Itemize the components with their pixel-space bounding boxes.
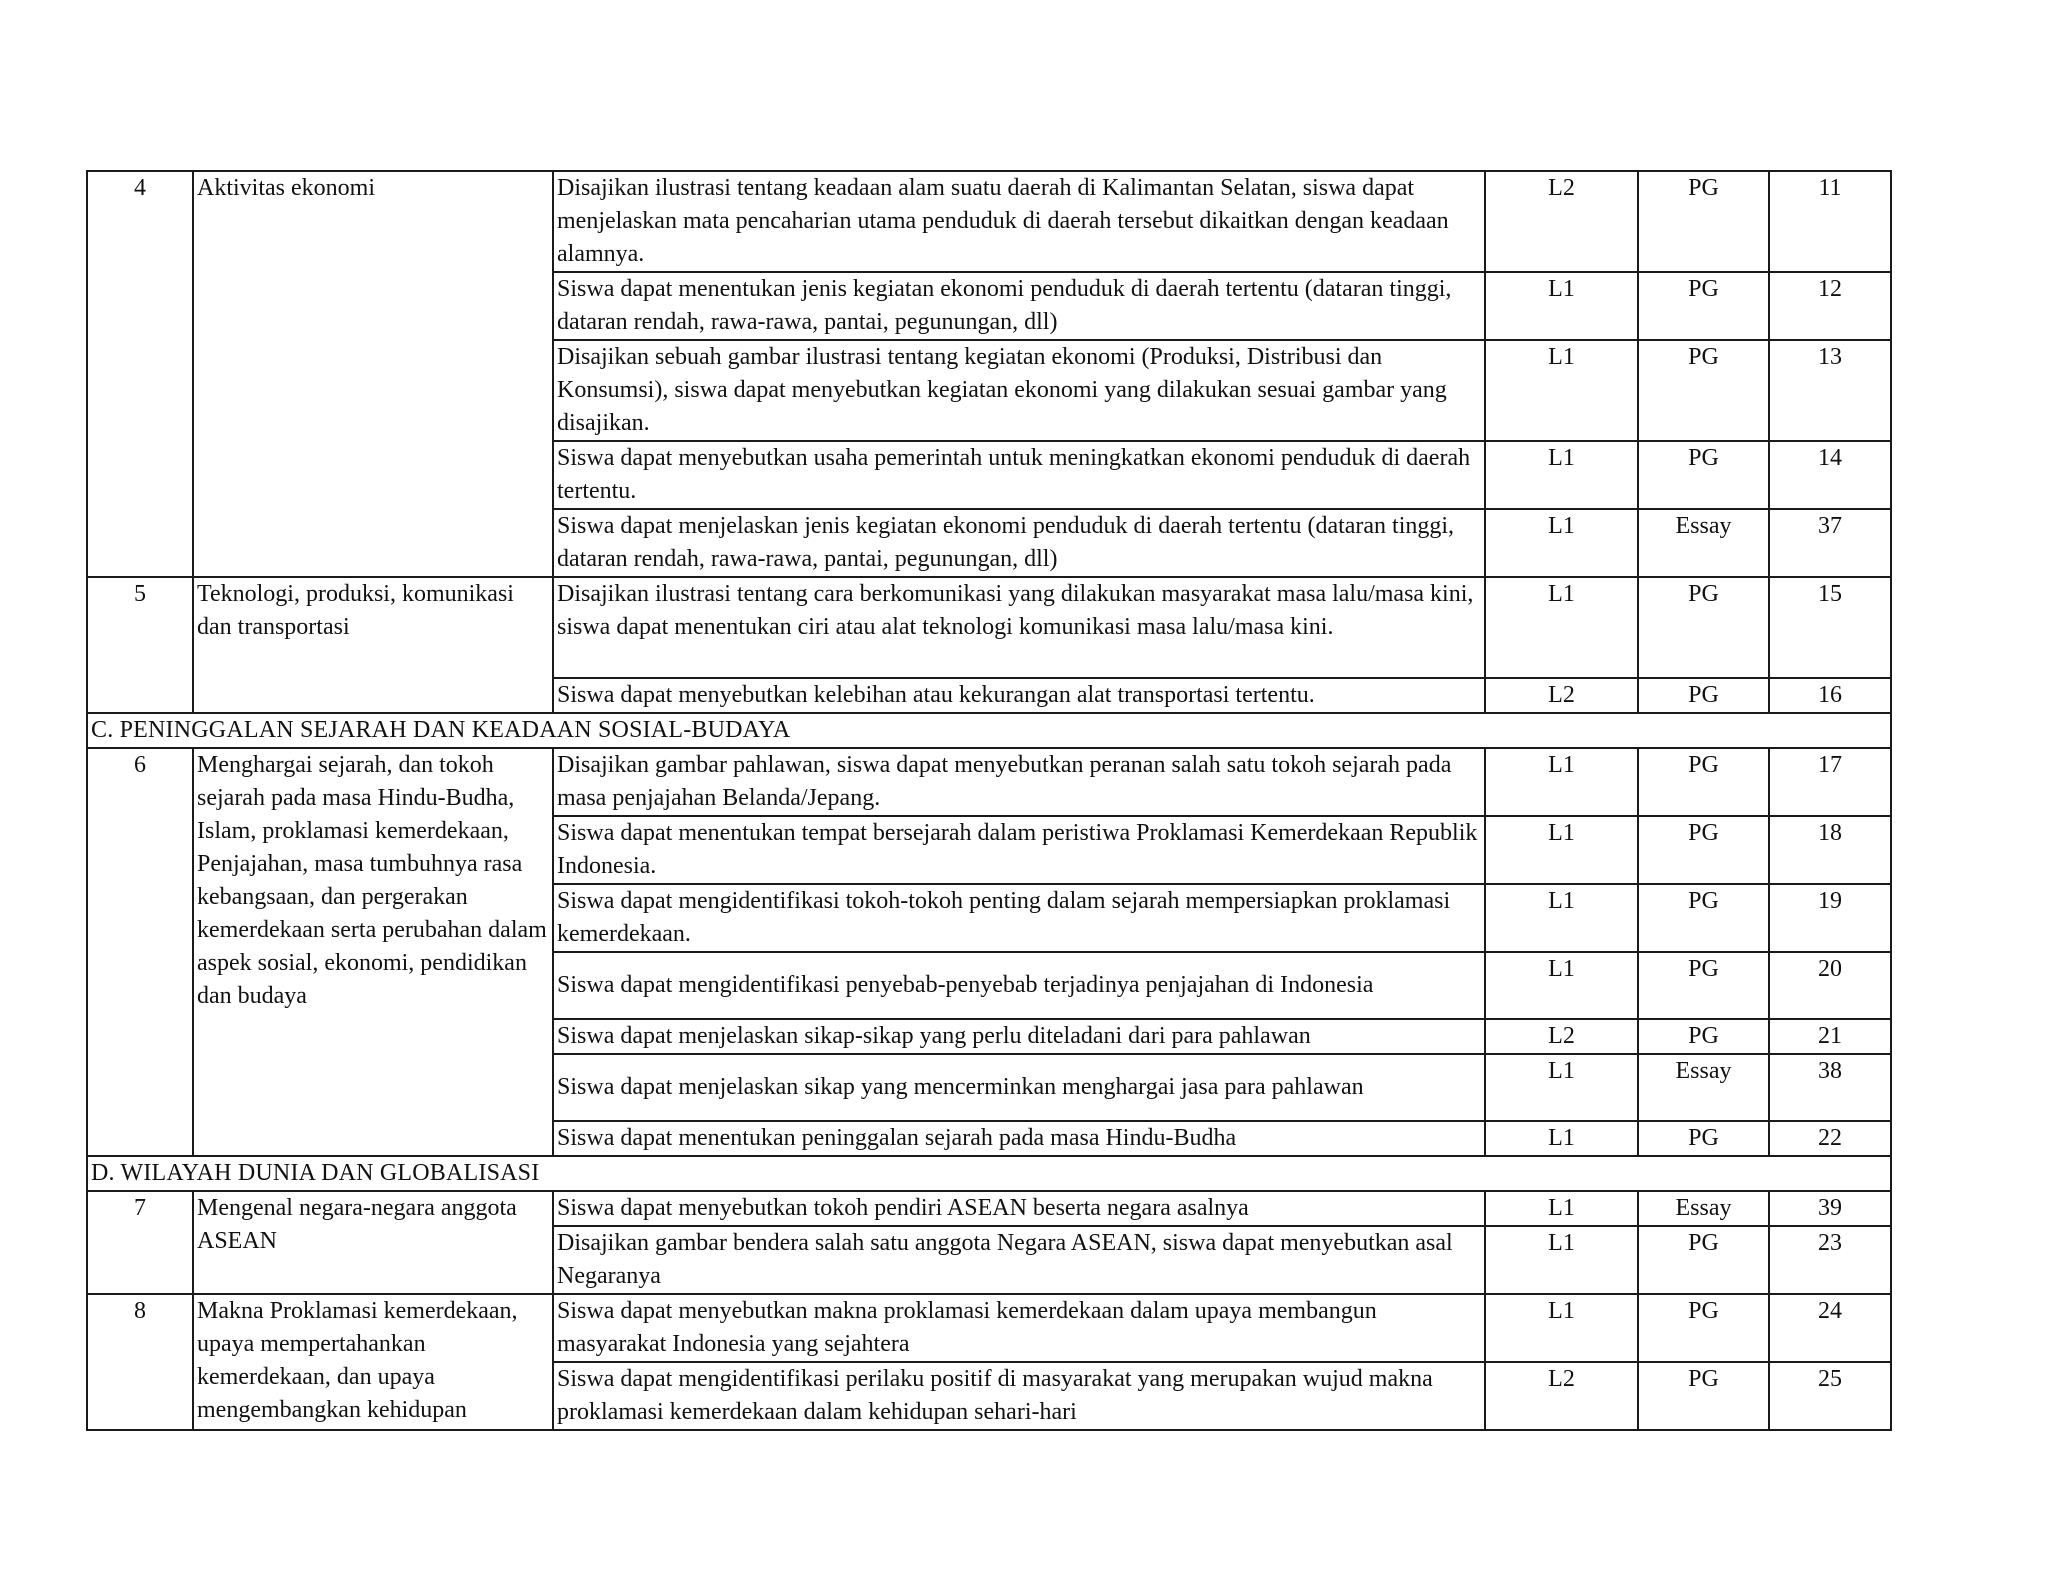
level-cell: L1 <box>1485 1226 1638 1294</box>
level-cell: L1 <box>1485 952 1638 1019</box>
grid-table <box>86 170 1892 1431</box>
indicator-cell: Siswa dapat mengidentifikasi penyebab-penyebab terjadinya penjajahan di Indonesia <box>553 952 1485 1019</box>
level-cell: L2 <box>1485 678 1638 713</box>
number-cell: 21 <box>1769 1019 1891 1054</box>
number-cell: 16 <box>1769 678 1891 713</box>
number-cell: 38 <box>1769 1054 1891 1121</box>
section-heading: D. WILAYAH DUNIA DAN GLOBALISASI <box>87 1156 1891 1191</box>
row-number: 4 <box>87 171 193 577</box>
form-cell: Essay <box>1638 1054 1769 1121</box>
level-cell: L1 <box>1485 509 1638 577</box>
level-cell: L1 <box>1485 1121 1638 1156</box>
table-row <box>87 171 1891 272</box>
topic-cell: Makna Proklamasi kemerdekaan, upaya mempertahankan kemerdekaan, dan upaya mengembangkan kehidupan <box>193 1294 553 1430</box>
number-cell: 11 <box>1769 171 1891 272</box>
topic-cell: Aktivitas ekonomi <box>193 171 553 577</box>
form-cell: PG <box>1638 441 1769 509</box>
section-row <box>87 713 1891 748</box>
indicator-cell: Siswa dapat menyebutkan kelebihan atau kekurangan alat transportasi tertentu. <box>553 678 1485 713</box>
form-cell: PG <box>1638 884 1769 952</box>
indicator-cell: Siswa dapat menyebutkan tokoh pendiri ASEAN beserta negara asalnya <box>553 1191 1485 1226</box>
indicator-cell: Siswa dapat menjelaskan jenis kegiatan ekonomi penduduk di daerah tertentu (dataran tinggi, dataran rendah, rawa-rawa, pantai, pegunungan, dll) <box>553 509 1485 577</box>
form-cell: PG <box>1638 1362 1769 1430</box>
form-cell: PG <box>1638 816 1769 884</box>
level-cell: L1 <box>1485 884 1638 952</box>
number-cell: 19 <box>1769 884 1891 952</box>
level-cell: L1 <box>1485 748 1638 816</box>
level-cell: L1 <box>1485 441 1638 509</box>
number-cell: 39 <box>1769 1191 1891 1226</box>
number-cell: 17 <box>1769 748 1891 816</box>
table-row <box>87 1191 1891 1226</box>
number-cell: 15 <box>1769 577 1891 678</box>
row-number: 5 <box>87 577 193 713</box>
form-cell: PG <box>1638 1019 1769 1054</box>
level-cell: L1 <box>1485 272 1638 340</box>
topic-cell: Mengenal negara-negara anggota ASEAN <box>193 1191 553 1294</box>
level-cell: L1 <box>1485 1054 1638 1121</box>
indicator-cell: Siswa dapat mengidentifikasi perilaku positif di masyarakat yang merupakan wujud makna proklamasi kemerdekaan dalam kehidupan sehari-hari <box>553 1362 1485 1430</box>
indicator-cell: Siswa dapat menentukan peninggalan sejarah pada masa Hindu-Budha <box>553 1121 1485 1156</box>
indicator-cell: Siswa dapat menentukan tempat bersejarah dalam peristiwa Proklamasi Kemerdekaan Republik Indonesia. <box>553 816 1485 884</box>
row-number: 6 <box>87 748 193 1156</box>
indicator-cell: Disajikan gambar pahlawan, siswa dapat menyebutkan peranan salah satu tokoh sejarah pada masa penjajahan Belanda/Jepang. <box>553 748 1485 816</box>
table-row <box>87 1294 1891 1362</box>
form-cell: PG <box>1638 272 1769 340</box>
form-cell: Essay <box>1638 1191 1769 1226</box>
number-cell: 22 <box>1769 1121 1891 1156</box>
level-cell: L1 <box>1485 577 1638 678</box>
number-cell: 25 <box>1769 1362 1891 1430</box>
level-cell: L1 <box>1485 816 1638 884</box>
topic-cell: Teknologi, produksi, komunikasi dan transportasi <box>193 577 553 713</box>
form-cell: PG <box>1638 952 1769 1019</box>
topic-cell: Menghargai sejarah, dan tokoh sejarah pada masa Hindu-Budha, Islam, proklamasi kemerdekaan, Penjajahan, masa tumbuhnya rasa kebangsaan, dan pergerakan kemerdekaan serta perubahan dalam aspek sosial, ekonomi, pendidikan dan budaya <box>193 748 553 1156</box>
form-cell: PG <box>1638 1121 1769 1156</box>
number-cell: 23 <box>1769 1226 1891 1294</box>
form-cell: PG <box>1638 577 1769 678</box>
indicator-cell: Siswa dapat menjelaskan sikap-sikap yang perlu diteladani dari para pahlawan <box>553 1019 1485 1054</box>
indicator-cell: Siswa dapat mengidentifikasi tokoh-tokoh penting dalam sejarah mempersiapkan proklamasi kemerdekaan. <box>553 884 1485 952</box>
indicator-cell: Disajikan gambar bendera salah satu anggota Negara ASEAN, siswa dapat menyebutkan asal Negaranya <box>553 1226 1485 1294</box>
number-cell: 20 <box>1769 952 1891 1019</box>
number-cell: 12 <box>1769 272 1891 340</box>
number-cell: 14 <box>1769 441 1891 509</box>
indicator-cell: Siswa dapat menyebutkan makna proklamasi kemerdekaan dalam upaya membangun masyarakat Indonesia yang sejahtera <box>553 1294 1485 1362</box>
level-cell: L1 <box>1485 1191 1638 1226</box>
indicator-cell: Siswa dapat menentukan jenis kegiatan ekonomi penduduk di daerah tertentu (dataran tinggi, dataran rendah, rawa-rawa, pantai, pegunungan, dll) <box>553 272 1485 340</box>
indicator-cell: Siswa dapat menjelaskan sikap yang mencerminkan menghargai jasa para pahlawan <box>553 1054 1485 1121</box>
section-row <box>87 1156 1891 1191</box>
number-cell: 18 <box>1769 816 1891 884</box>
row-number: 8 <box>87 1294 193 1430</box>
table-row <box>87 577 1891 678</box>
level-cell: L2 <box>1485 1019 1638 1054</box>
level-cell: L1 <box>1485 1294 1638 1362</box>
level-cell: L2 <box>1485 171 1638 272</box>
form-cell: PG <box>1638 1294 1769 1362</box>
level-cell: L1 <box>1485 340 1638 441</box>
number-cell: 24 <box>1769 1294 1891 1362</box>
form-cell: PG <box>1638 171 1769 272</box>
number-cell: 37 <box>1769 509 1891 577</box>
section-heading: C. PENINGGALAN SEJARAH DAN KEADAAN SOSIAL-BUDAYA <box>87 713 1891 748</box>
table-row <box>87 748 1891 816</box>
indicator-cell: Disajikan ilustrasi tentang cara berkomunikasi yang dilakukan masyarakat masa lalu/masa kini, siswa dapat menentukan ciri atau alat teknologi komunikasi masa lalu/masa kini. <box>553 577 1485 678</box>
form-cell: PG <box>1638 678 1769 713</box>
form-cell: Essay <box>1638 509 1769 577</box>
form-cell: PG <box>1638 340 1769 441</box>
form-cell: PG <box>1638 1226 1769 1294</box>
indicator-cell: Disajikan ilustrasi tentang keadaan alam suatu daerah di Kalimantan Selatan, siswa dapat menjelaskan mata pencaharian utama penduduk di daerah tersebut dikaitkan dengan keadaan alamnya. <box>553 171 1485 272</box>
form-cell: PG <box>1638 748 1769 816</box>
level-cell: L2 <box>1485 1362 1638 1430</box>
row-number: 7 <box>87 1191 193 1294</box>
number-cell: 13 <box>1769 340 1891 441</box>
indicator-cell: Disajikan sebuah gambar ilustrasi tentang kegiatan ekonomi (Produksi, Distribusi dan Konsumsi), siswa dapat menyebutkan kegiatan ekonomi yang dilakukan sesuai gambar yang disajikan. <box>553 340 1485 441</box>
indicator-cell: Siswa dapat menyebutkan usaha pemerintah untuk meningkatkan ekonomi penduduk di daerah tertentu. <box>553 441 1485 509</box>
